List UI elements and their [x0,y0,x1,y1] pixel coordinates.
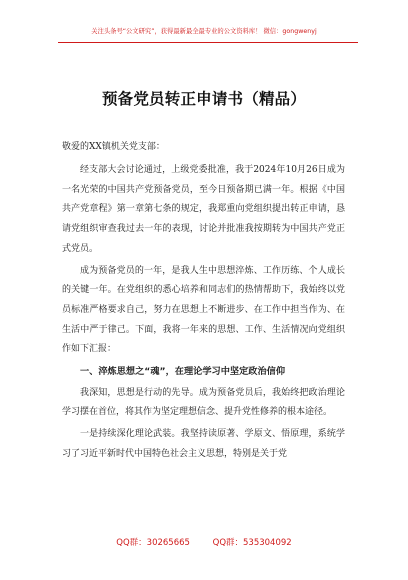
footer-contact [0,536,408,548]
body-paragraph: 一是持续深化理论武装。我坚持读原著、学原文、悟原理，系统学习了习近平新时代中国特色社会主义思想，特别是关于党 [62,429,345,459]
body-paragraph: 经支部大会讨论通过，上级党委批准，我于2024年10月26日成为一名光荣的中国共产党预备党员，至今日预备期已满一年。根据《中国共产党章程》第一章第七条的规定，我郑重向党组织提出转正申请，恳请党组织审查我过去一年的表现，讨论并批准我按期转为中国共产党正式党员。 [62,165,345,254]
salutation: 敬爱的XX镇机关党支部： [62,142,165,152]
header-divider [58,42,358,43]
section-heading: 一、淬炼思想之“魂”，在理论学习中坚定政治信仰 [80,366,286,378]
footer-qq-group-1: QQ群：30265665 [116,538,190,548]
document-body [62,161,345,467]
body-paragraph: 我深知，思想是行动的先导。成为预备党员后，我始终把政治理论学习摆在首位，将其作为坚定理想信念、提升党性修养的根本途径。 [62,387,345,418]
body-paragraph: 成为预备党员的一年，是我人生中思想淬炼、工作历练、个人成长的关键一年。在党组织的悉心培养和同志们的热情帮助下，我始终以党员标准严格要求自己，努力在思想上不断进步、在工作中担当作为、在生活中严于律己。下面，我将一年来的思想、工作、生活情况向党组织作如下汇报： [62,265,345,355]
footer-qq-group-2: QQ群：535304092 [212,538,292,548]
header-notice: 关注头条号“公文研究”，获得最新最全最专业的公文资料库！ 微信：gongwenyj [91,28,317,35]
document-title: 预备党员转正申请书（精品） [101,90,307,108]
